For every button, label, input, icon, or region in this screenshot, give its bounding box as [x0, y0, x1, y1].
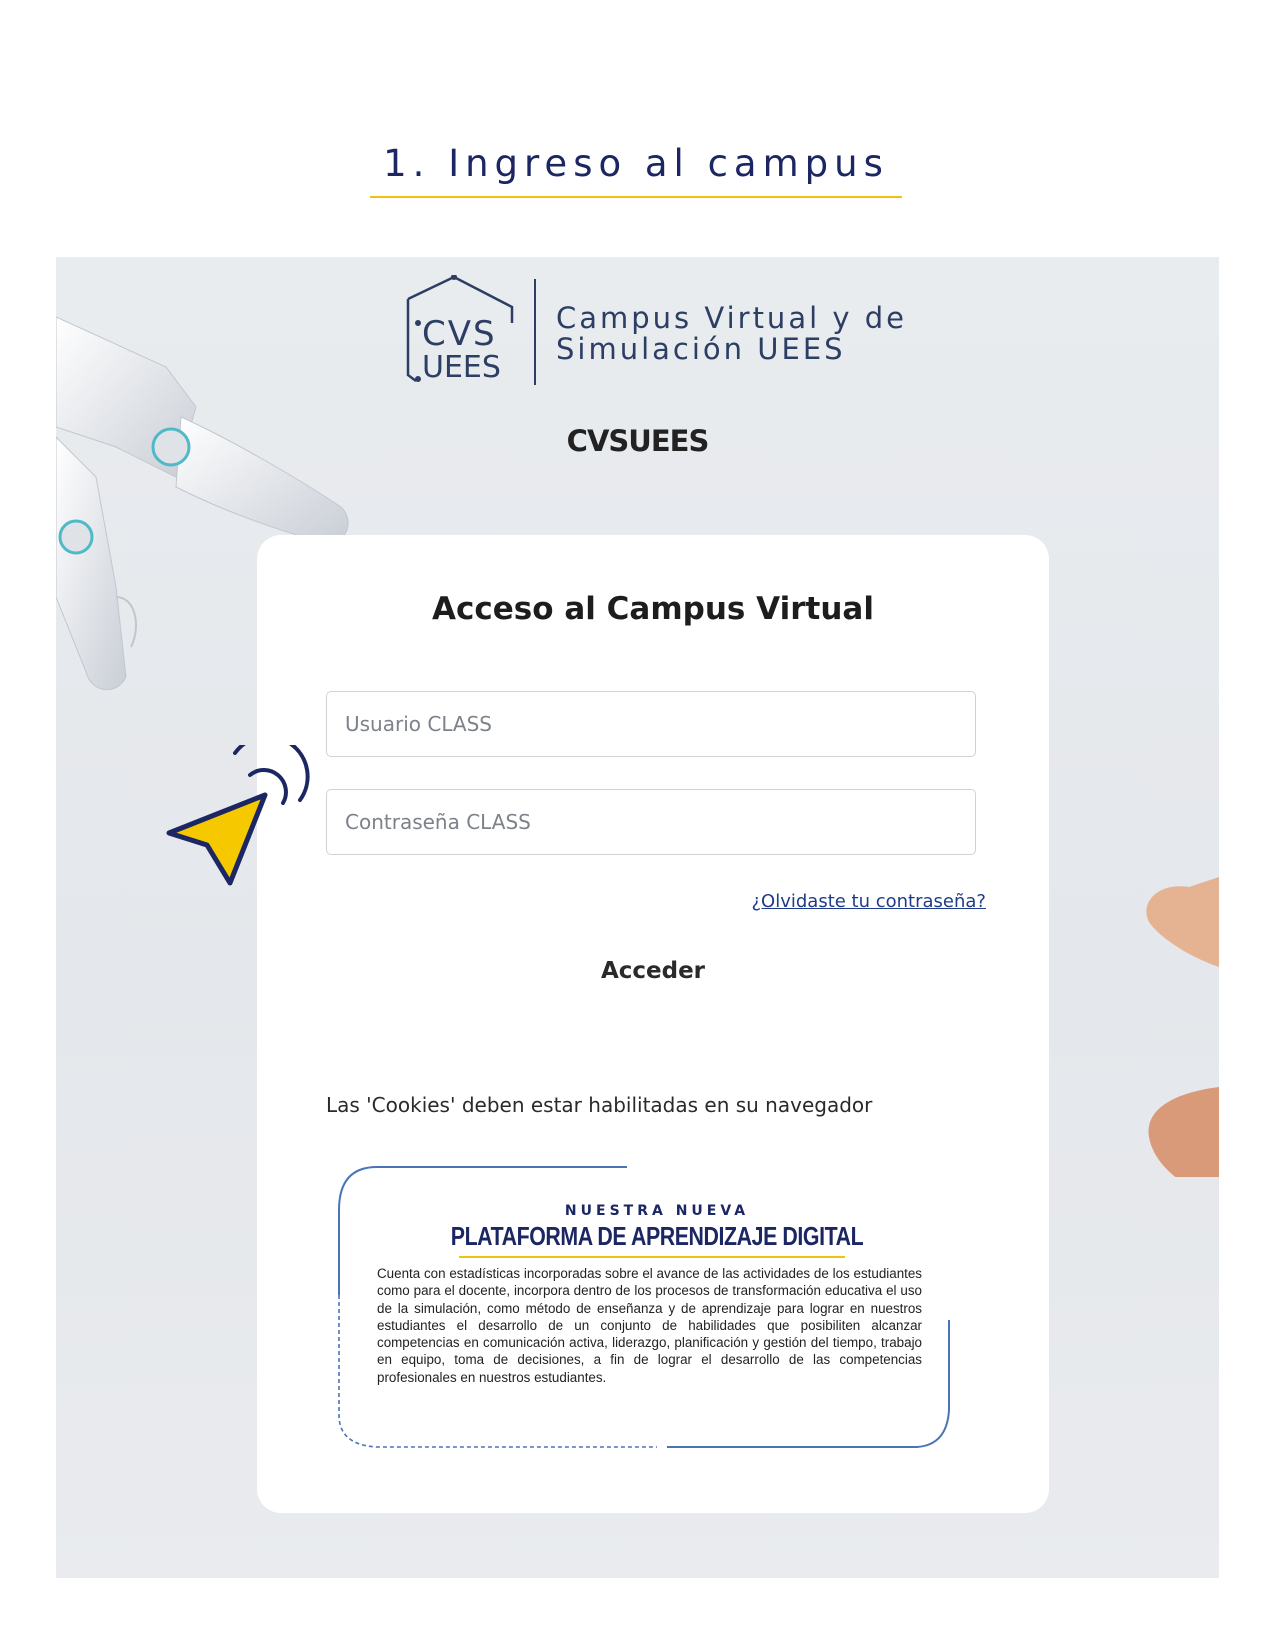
logo-mark-line2: UEES: [422, 350, 501, 385]
login-card: [257, 535, 1049, 1513]
logo-text: [556, 303, 907, 365]
logo-text-line2: Simulación UEES: [556, 332, 846, 366]
cookies-notice: Las 'Cookies' deben estar habilitadas en su navegador: [326, 1093, 873, 1117]
login-title: Acceso al Campus Virtual: [432, 591, 874, 627]
username-input[interactable]: [326, 691, 976, 757]
cvsuees-logo: [404, 275, 907, 395]
password-input[interactable]: [326, 789, 976, 855]
page-title: 1. Ingreso al campus: [383, 142, 889, 185]
logo-mark-line1: CVS: [422, 314, 497, 354]
forgot-password-link[interactable]: ¿Olvidaste tu contraseña?: [751, 891, 986, 912]
logo-text-line1: Campus Virtual y de: [556, 301, 907, 335]
yellow-pointer-click-icon: [165, 745, 315, 895]
site-name: CVSUEES: [566, 424, 709, 458]
login-screenshot: [56, 257, 1219, 1578]
human-hand-icon: [1139, 877, 1219, 1177]
promo-title-underline: [459, 1256, 845, 1258]
promo-banner: [337, 1165, 977, 1455]
page-heading: [370, 140, 902, 198]
logo-divider: [534, 279, 536, 385]
promo-title: PLATAFORMA DE APRENDIZAJE DIGITAL: [450, 1221, 864, 1251]
heading-underline: [370, 196, 902, 198]
login-button[interactable]: Acceder: [553, 947, 753, 995]
promo-eyebrow: NUESTRA NUEVA: [564, 1203, 750, 1219]
promo-body: Cuenta con estadísticas incorporadas sobre el avance de las actividades de los estudiantes como para el docente, incorpora dentro de los procesos de transformación educativa el uso de la simulación, como método de enseñanza y de aprendizaje para lograr en nuestros estudiantes el desarrollo de un conjunto de habilidades que posibiliten alcanzar competencias en comunicación activa, liderazgo, planificación y gestión del tiempo, trabajo en equipo, toma de decisiones, a fin de lograr el desarrollo de las competencias profesionales en nuestros estudiantes.: [377, 1266, 922, 1385]
logo-house-icon: [404, 275, 526, 393]
